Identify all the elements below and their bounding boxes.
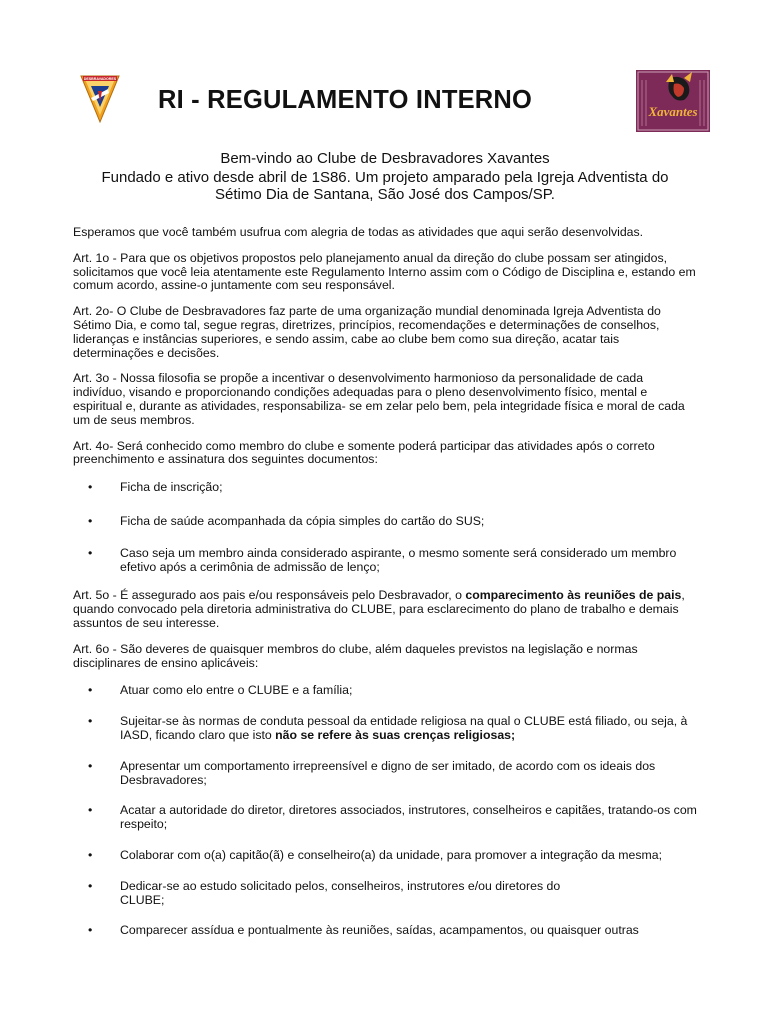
list-item (73, 760, 699, 788)
right-logo-text: Xavantes (648, 104, 698, 119)
list-item (73, 880, 699, 908)
bullet-icon: • (88, 878, 93, 893)
pathfinder-emblem-icon (80, 72, 120, 124)
list-item-text: Sujeitar-se às normas de conduta pessoal da entidade religiosa na qual o CLUBE está filiado, ou seja, à IASD, ficando claro que isto (120, 714, 688, 742)
page-title: RI - REGULAMENTO INTERNO (158, 86, 533, 114)
list-item (73, 849, 699, 863)
article-2: Art. 2o- O Clube de Desbravadores faz parte de uma organização mundial denominada Igreja Adventista do Sétimo Dia, e como tal, segue regras, diretrizes, princípios, recomendações e determinações de conselhos, lideranças e instâncias superiores, e sendo assim, cabe ao clube bem como sua direção, acatar tais determinações e decisões. (73, 304, 661, 360)
bullet-icon: • (88, 480, 93, 495)
bullet-icon: • (88, 513, 93, 528)
article-5-text: Art. 5o - É assegurado aos pais e/ou responsáveis pelo Desbravador, o (73, 588, 466, 603)
list-item (73, 684, 699, 698)
document-body (73, 226, 699, 938)
intro-block (80, 150, 690, 203)
article-5-bold: comparecimento às reuniões de pais (465, 588, 682, 603)
list-item-text: Ficha de inscrição; (120, 480, 223, 495)
bullet-icon: • (88, 847, 93, 862)
article-4: Art. 4o- Será conhecido como membro do clube e somente poderá participar das atividades após o correto preenchimento e assinatura dos seguintes documentos: (73, 438, 655, 467)
list-item-text: Apresentar um comportamento irrepreensível e digno de ser imitado, de acordo com os ideais dos Desbravadores; (120, 758, 656, 787)
list-item-text: Acatar a autoridade do diretor, diretores associados, instrutores, conselheiros e capitães, tratando-os com respeito; (120, 803, 697, 832)
list-item-bold: não se refere às suas crenças religiosas; (275, 727, 516, 742)
article-6: Art. 6o - São deveres de quaisquer membros do clube, além daqueles previstos na legislação e normas disciplinares de ensino aplicáveis: (73, 641, 638, 670)
bullet-icon: • (88, 545, 93, 560)
left-logo-text: DESBRAVADORES (83, 77, 117, 81)
bullet-icon: • (88, 923, 93, 938)
article-5 (73, 589, 699, 630)
list-item-text: Caso seja um membro ainda considerado aspirante, o mesmo somente será considerado um membro efetivo após a cerimônia de admissão de lenço; (120, 545, 677, 574)
article-1: Art. 1o - Para que os objetivos propostos pelo planejamento anual da direção do clube possam ser atingidos, solicitamos que você leia atentamente este Regulamento Interno assim com o Código de Disciplina e, estando em comum acordo, assine-o juntamente com seu responsável. (73, 250, 696, 293)
bullet-icon: • (88, 683, 93, 698)
intro-founded: Fundado e ativo desde abril de 1S86. Um projeto amparado pela Igreja Adventista do (101, 169, 669, 186)
list-item (73, 924, 699, 938)
list-item-text: Dedicar-se ao estudo solicitado pelos, conselheiros, instrutores e/ou diretores do CLUBE; (120, 878, 561, 907)
bullet-icon: • (88, 714, 93, 729)
opening-paragraph: Esperamos que você também usufrua com alegria de todas as atividades que aqui serão desenvolvidas. (73, 225, 644, 239)
list-item (73, 515, 699, 529)
list-item-text: Colaborar com o(a) capitão(ã) e conselheiro(a) da unidade, para promover a integração da mesma; (120, 847, 663, 862)
intro-welcome: Bem-vindo ao Clube de Desbravadores Xavantes (220, 150, 550, 167)
list-item (73, 804, 699, 832)
article-5-text-end: , quando convocado pela diretoria administrativa do CLUBE, para esclarecimento do plano de trabalho e demais assuntos de seu interesse. (73, 588, 685, 630)
xavantes-club-logo-icon (636, 70, 710, 132)
list-item-text: Atuar como elo entre o CLUBE e a família; (120, 683, 353, 698)
article-3: Art. 3o - Nossa filosofia se propõe a incentivar o desenvolvimento harmonioso da personalidade de cada indivíduo, visando e proporcionando condições adequadas para o pleno desenvolvimento físico, mental e espiritual e, durante as atividades, responsabiliza- se em zelar pelo bem, pela integridade física e moral de cada um de seus membros. (73, 371, 685, 427)
article-4-list (73, 481, 699, 574)
list-item (73, 481, 699, 495)
list-item-text: Ficha de saúde acompanhada da cópia simples do cartão do SUS; (120, 513, 485, 528)
list-item (73, 547, 699, 575)
article-6-list (73, 684, 699, 938)
list-item-text: Comparecer assídua e pontualmente às reuniões, saídas, acampamentos, ou quaisquer outras (120, 923, 639, 938)
bullet-icon: • (88, 758, 93, 773)
intro-church: Sétimo Dia de Santana, São José dos Campos/SP. (215, 186, 555, 203)
list-item (73, 715, 699, 743)
bullet-icon: • (88, 803, 93, 818)
